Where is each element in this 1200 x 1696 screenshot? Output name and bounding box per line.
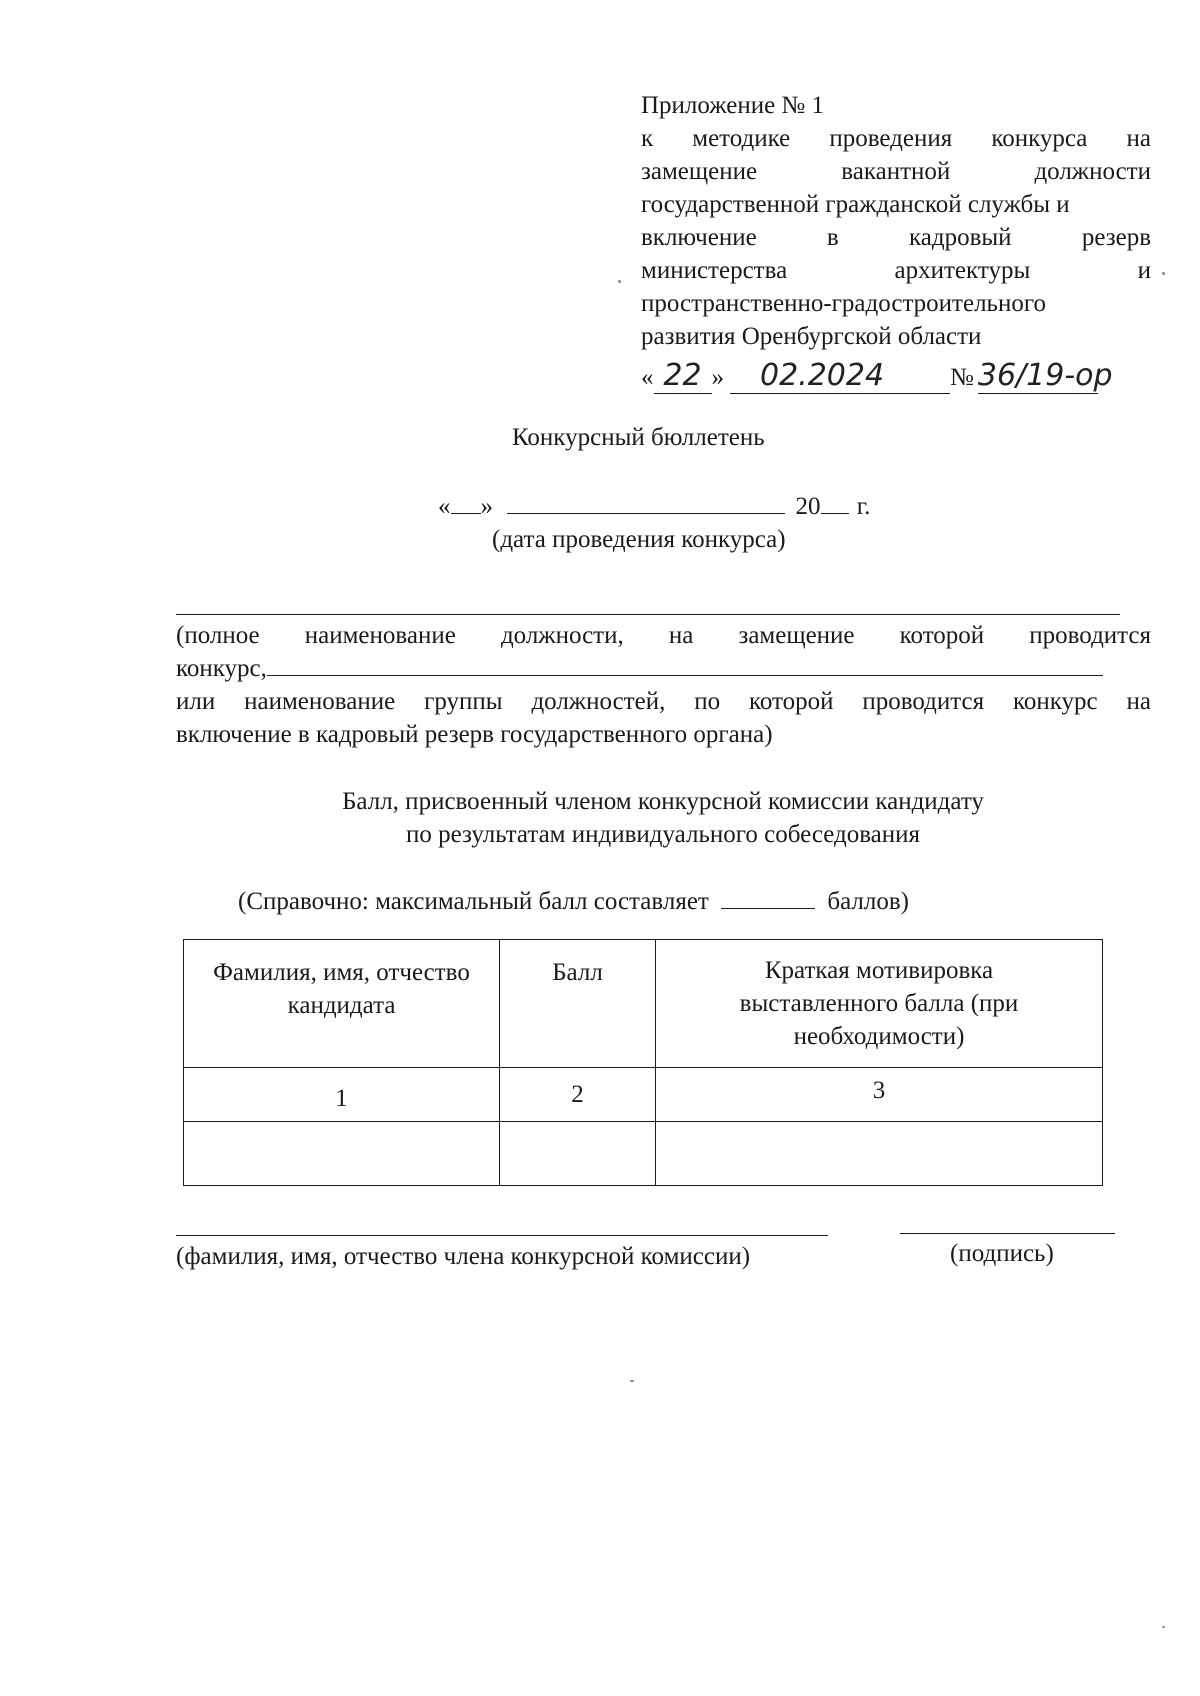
score-heading-line-2: по результатам индивидуального собеседования (405, 821, 921, 848)
table-number-1: 1 (184, 1068, 500, 1122)
bulletin-year-prefix: 20 (795, 493, 821, 520)
bulletin-month-blank (507, 493, 785, 514)
date-close-quote: » (711, 364, 724, 391)
table-cell-score-empty (500, 1122, 656, 1186)
position-caption-line-4: включение в кадровый резерв государственного органа) (176, 721, 773, 748)
appendix-line-4: включение в кадровый резерв (641, 224, 1151, 251)
score-max-blank (721, 888, 815, 909)
score-reference-prefix: (Справочно: максимальный балл составляет (238, 888, 709, 915)
scan-speck (630, 1380, 634, 1382)
number-handwritten: 36/19-ор (977, 358, 1113, 393)
table-row (184, 1122, 1103, 1186)
appendix-title: Приложение № 1 (641, 92, 825, 119)
bulletin-date-line (438, 493, 870, 521)
table-header-motivation-line-3: необходимости) (793, 1023, 965, 1050)
score-table (183, 939, 1103, 1186)
appendix-line-6: пространственно-градостроительного (641, 290, 1046, 317)
bulletin-date-close: » (480, 493, 493, 520)
appendix-line-7: развития Оренбургской области (641, 323, 982, 350)
bulletin-date-open: « (438, 493, 451, 520)
date-day-field (654, 358, 712, 394)
appendix-line-2: замещение вакантной должности (641, 158, 1151, 185)
number-field (977, 358, 1113, 394)
date-rest-handwritten: 02.2024 (760, 358, 885, 393)
appendix-line-1: к методике проведения конкурса на (641, 125, 1151, 152)
position-caption-prefix: конкурс, (176, 655, 267, 682)
signature-line (900, 1233, 1115, 1234)
date-rest-field (730, 358, 950, 394)
score-heading-line-1: Балл, присвоенный членом конкурсной комиссии кандидату (342, 788, 984, 815)
signature-caption: (подпись) (950, 1240, 1054, 1267)
table-header-score (500, 940, 656, 1068)
scan-speck (1162, 272, 1165, 275)
scan-speck (1162, 1626, 1165, 1628)
table-header-candidate-line-1: Фамилия, имя, отчество (213, 959, 470, 986)
position-name-line (176, 614, 1120, 615)
position-caption-line-2 (176, 655, 1103, 683)
table-header-motivation-line-1: Краткая мотивировка (764, 957, 994, 984)
position-contest-blank (267, 655, 1103, 676)
position-caption-line-3: или наименование группы должностей, по которой проводится конкурс на (176, 688, 1151, 715)
table-header-candidate-line-2: кандидата (287, 992, 396, 1019)
table-row (184, 1068, 1103, 1122)
position-caption-line-1: (полное наименование должности, на замещение которой проводится (176, 622, 1151, 649)
appendix-line-5: министерства архитектуры и (641, 257, 1151, 284)
member-name-line (176, 1235, 828, 1236)
date-open-quote: « (641, 364, 654, 391)
scan-speck (618, 280, 621, 283)
bulletin-year-suffix: г. (856, 493, 871, 520)
table-header-motivation (656, 940, 1103, 1068)
date-day-handwritten: 22 (663, 358, 702, 393)
table-cell-candidate-empty (184, 1122, 500, 1186)
score-reference-suffix: баллов) (827, 888, 909, 915)
table-header-candidate (184, 940, 500, 1068)
table-number-3: 3 (656, 1068, 1103, 1122)
bulletin-year-blank (821, 493, 849, 514)
table-header-row (184, 940, 1103, 1068)
table-header-motivation-line-2: выставленного балла (при (739, 990, 1019, 1017)
appendix-line-3: государственной гражданской службы и (641, 191, 1070, 218)
bulletin-title: Конкурсный бюллетень (512, 424, 765, 451)
bulletin-day-blank (451, 493, 481, 514)
table-cell-motivation-empty (656, 1122, 1103, 1186)
bulletin-date-caption: (дата проведения конкурса) (492, 526, 786, 553)
table-number-2: 2 (500, 1068, 656, 1122)
table-header-score-line-1: Балл (552, 959, 603, 986)
appendix-order-line (641, 358, 1113, 398)
member-name-caption: (фамилия, имя, отчество члена конкурсной комиссии) (176, 1243, 751, 1270)
number-sign: № (950, 364, 974, 391)
score-reference (238, 888, 909, 916)
